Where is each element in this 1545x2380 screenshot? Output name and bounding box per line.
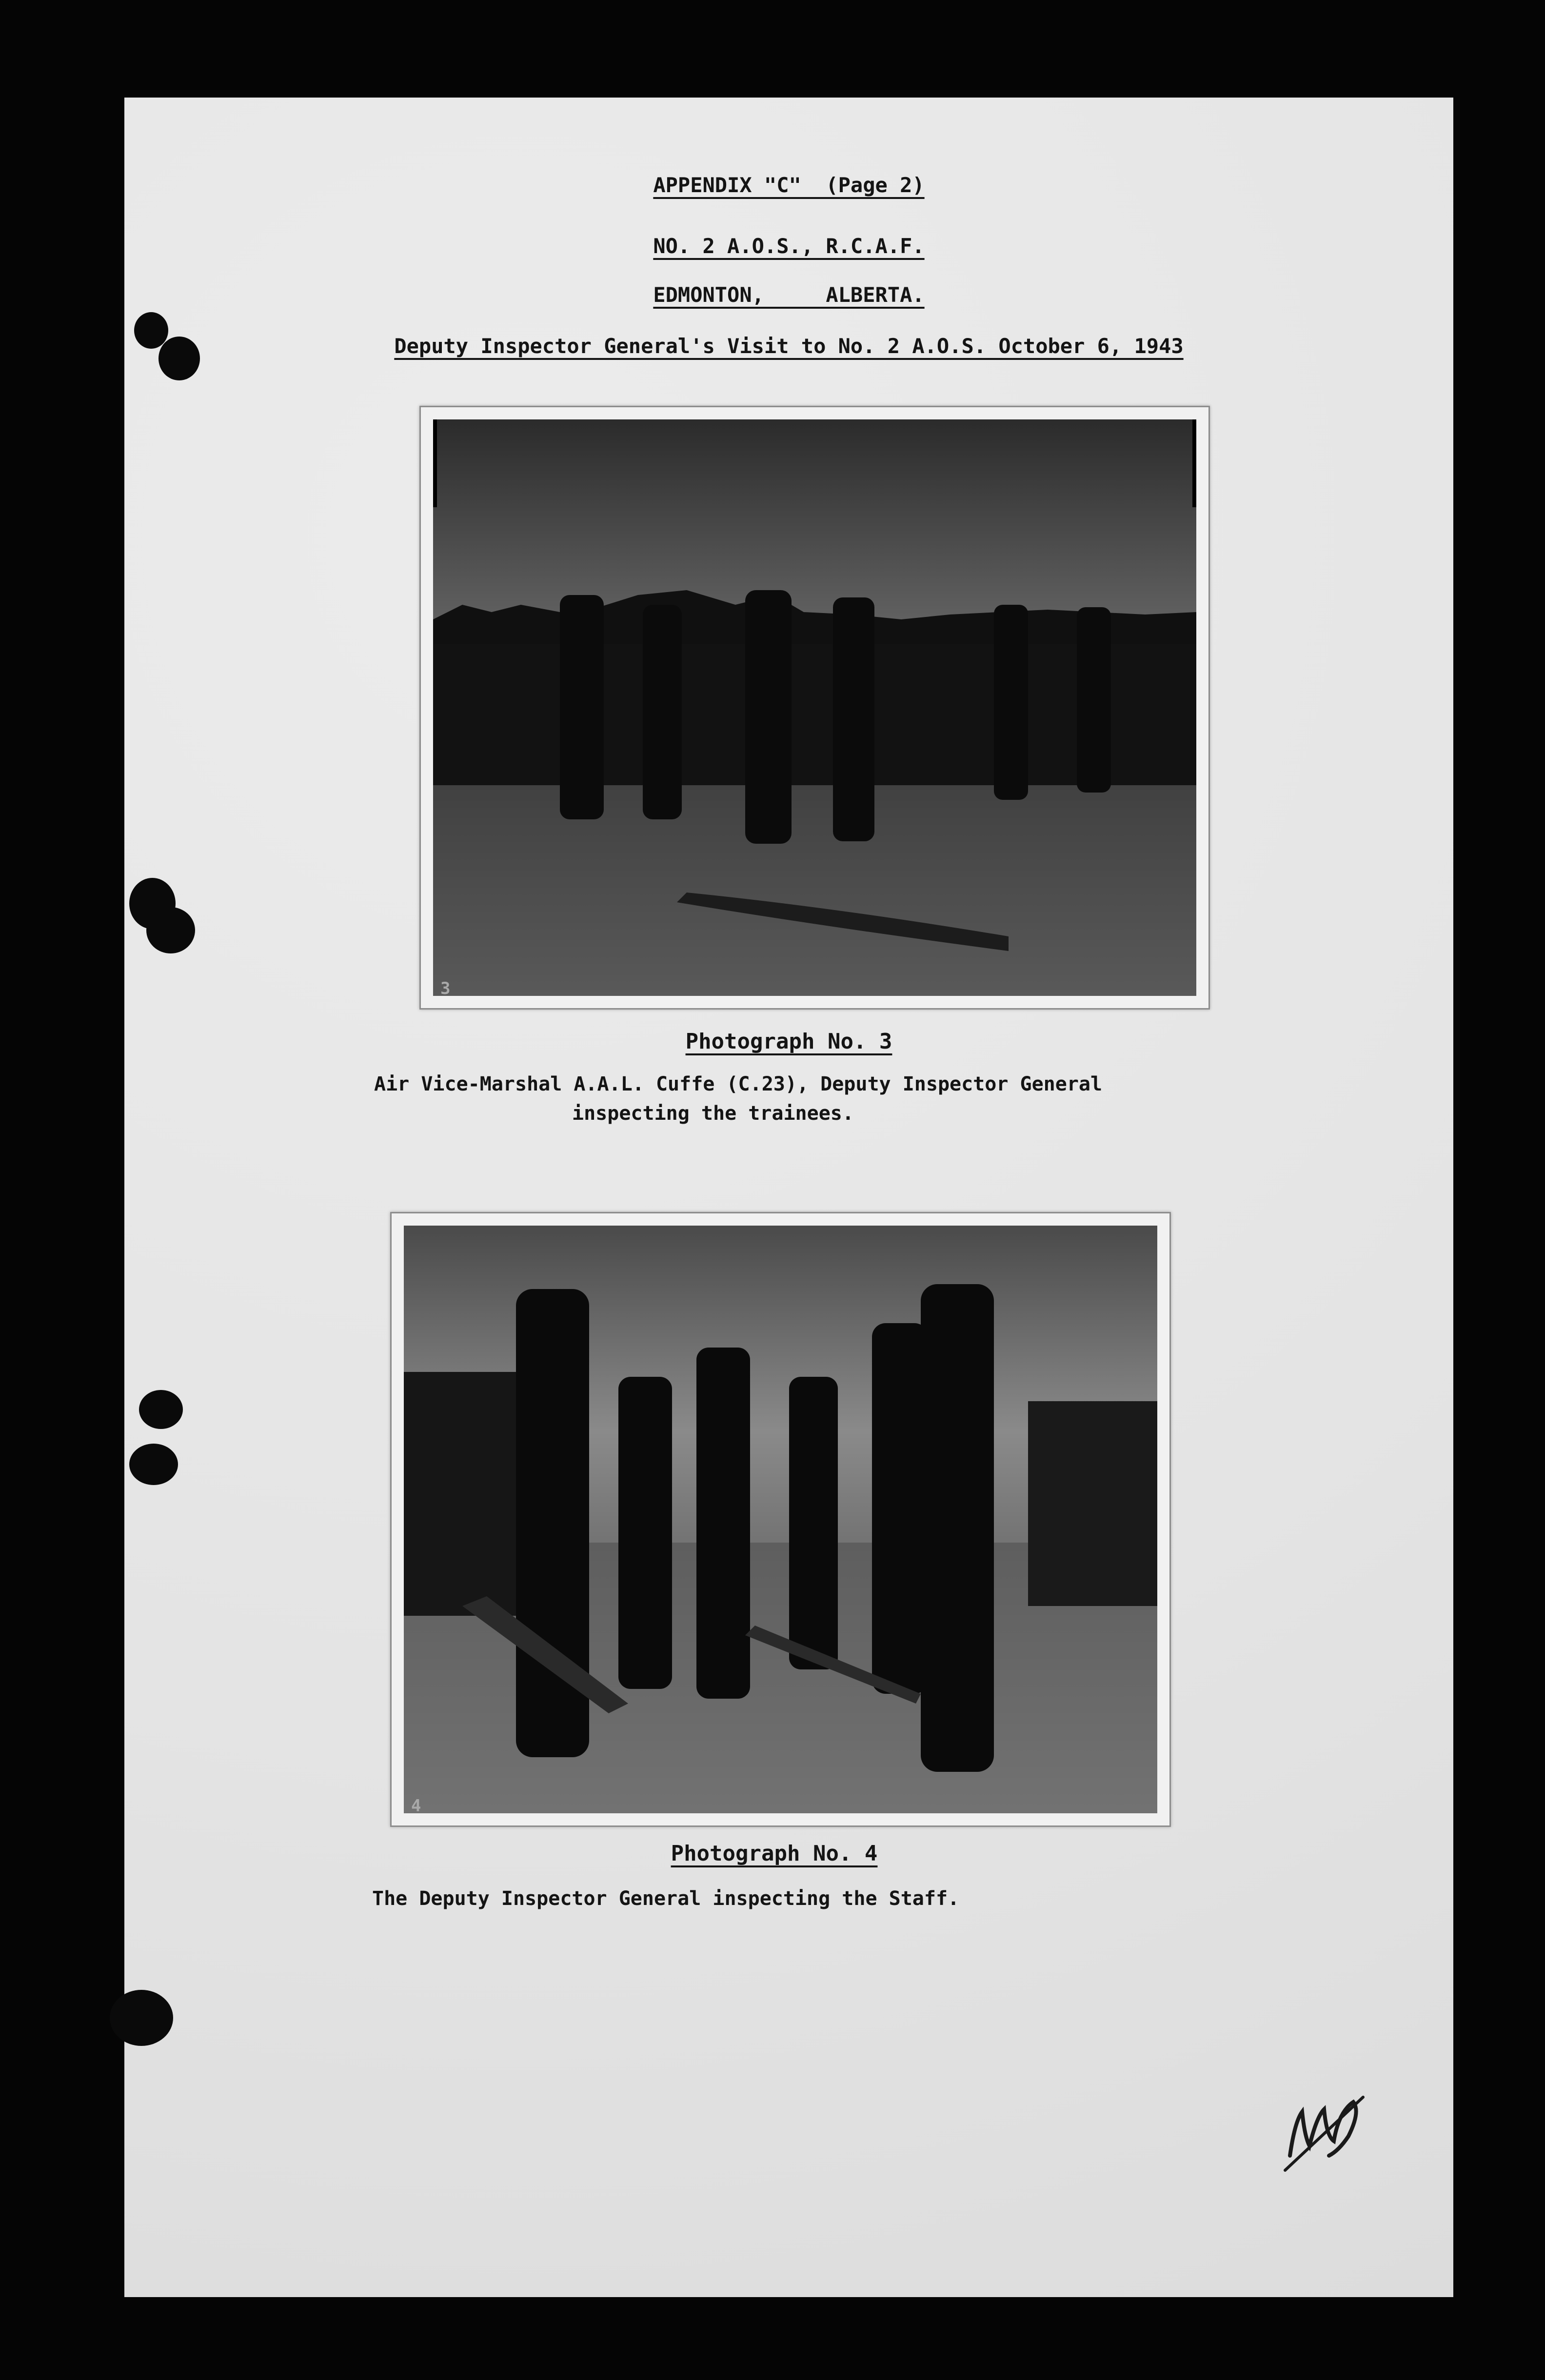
photograph-3-title: Photograph No. 3 (685, 1029, 892, 1054)
photograph-4-image (404, 1226, 1157, 1813)
photograph-3-caption-line2: inspecting the trainees. (572, 1102, 854, 1125)
visit-title: Deputy Inspector General's Visit to No. 2 A.O.S. October 6, 1943 (394, 334, 1184, 358)
binder-hole (139, 1390, 183, 1429)
photograph-3 (419, 406, 1210, 1010)
document-page (124, 98, 1453, 2297)
photograph-4-number: 4 (411, 1796, 421, 1816)
unit-title: NO. 2 A.O.S., R.C.A.F. (653, 234, 925, 258)
binder-hole (134, 312, 168, 349)
photograph-3-caption-line1: Air Vice-Marshal A.A.L. Cuffe (C.23), Deputy Inspector General (374, 1073, 1103, 1095)
location-title: EDMONTON, ALBERTA. (653, 283, 925, 307)
appendix-title: APPENDIX "C" (Page 2) (653, 173, 925, 197)
binder-hole (110, 1990, 173, 2046)
photograph-3-image (433, 419, 1196, 996)
handwritten-initials (1280, 2082, 1368, 2175)
binder-hole (158, 337, 200, 380)
photograph-3-number: 3 (440, 979, 451, 998)
binder-hole (129, 1444, 178, 1485)
binder-hole (146, 907, 195, 953)
photograph-4-title: Photograph No. 4 (671, 1841, 878, 1866)
photograph-4 (390, 1212, 1171, 1827)
photograph-4-caption: The Deputy Inspector General inspecting the Staff. (372, 1887, 960, 1910)
